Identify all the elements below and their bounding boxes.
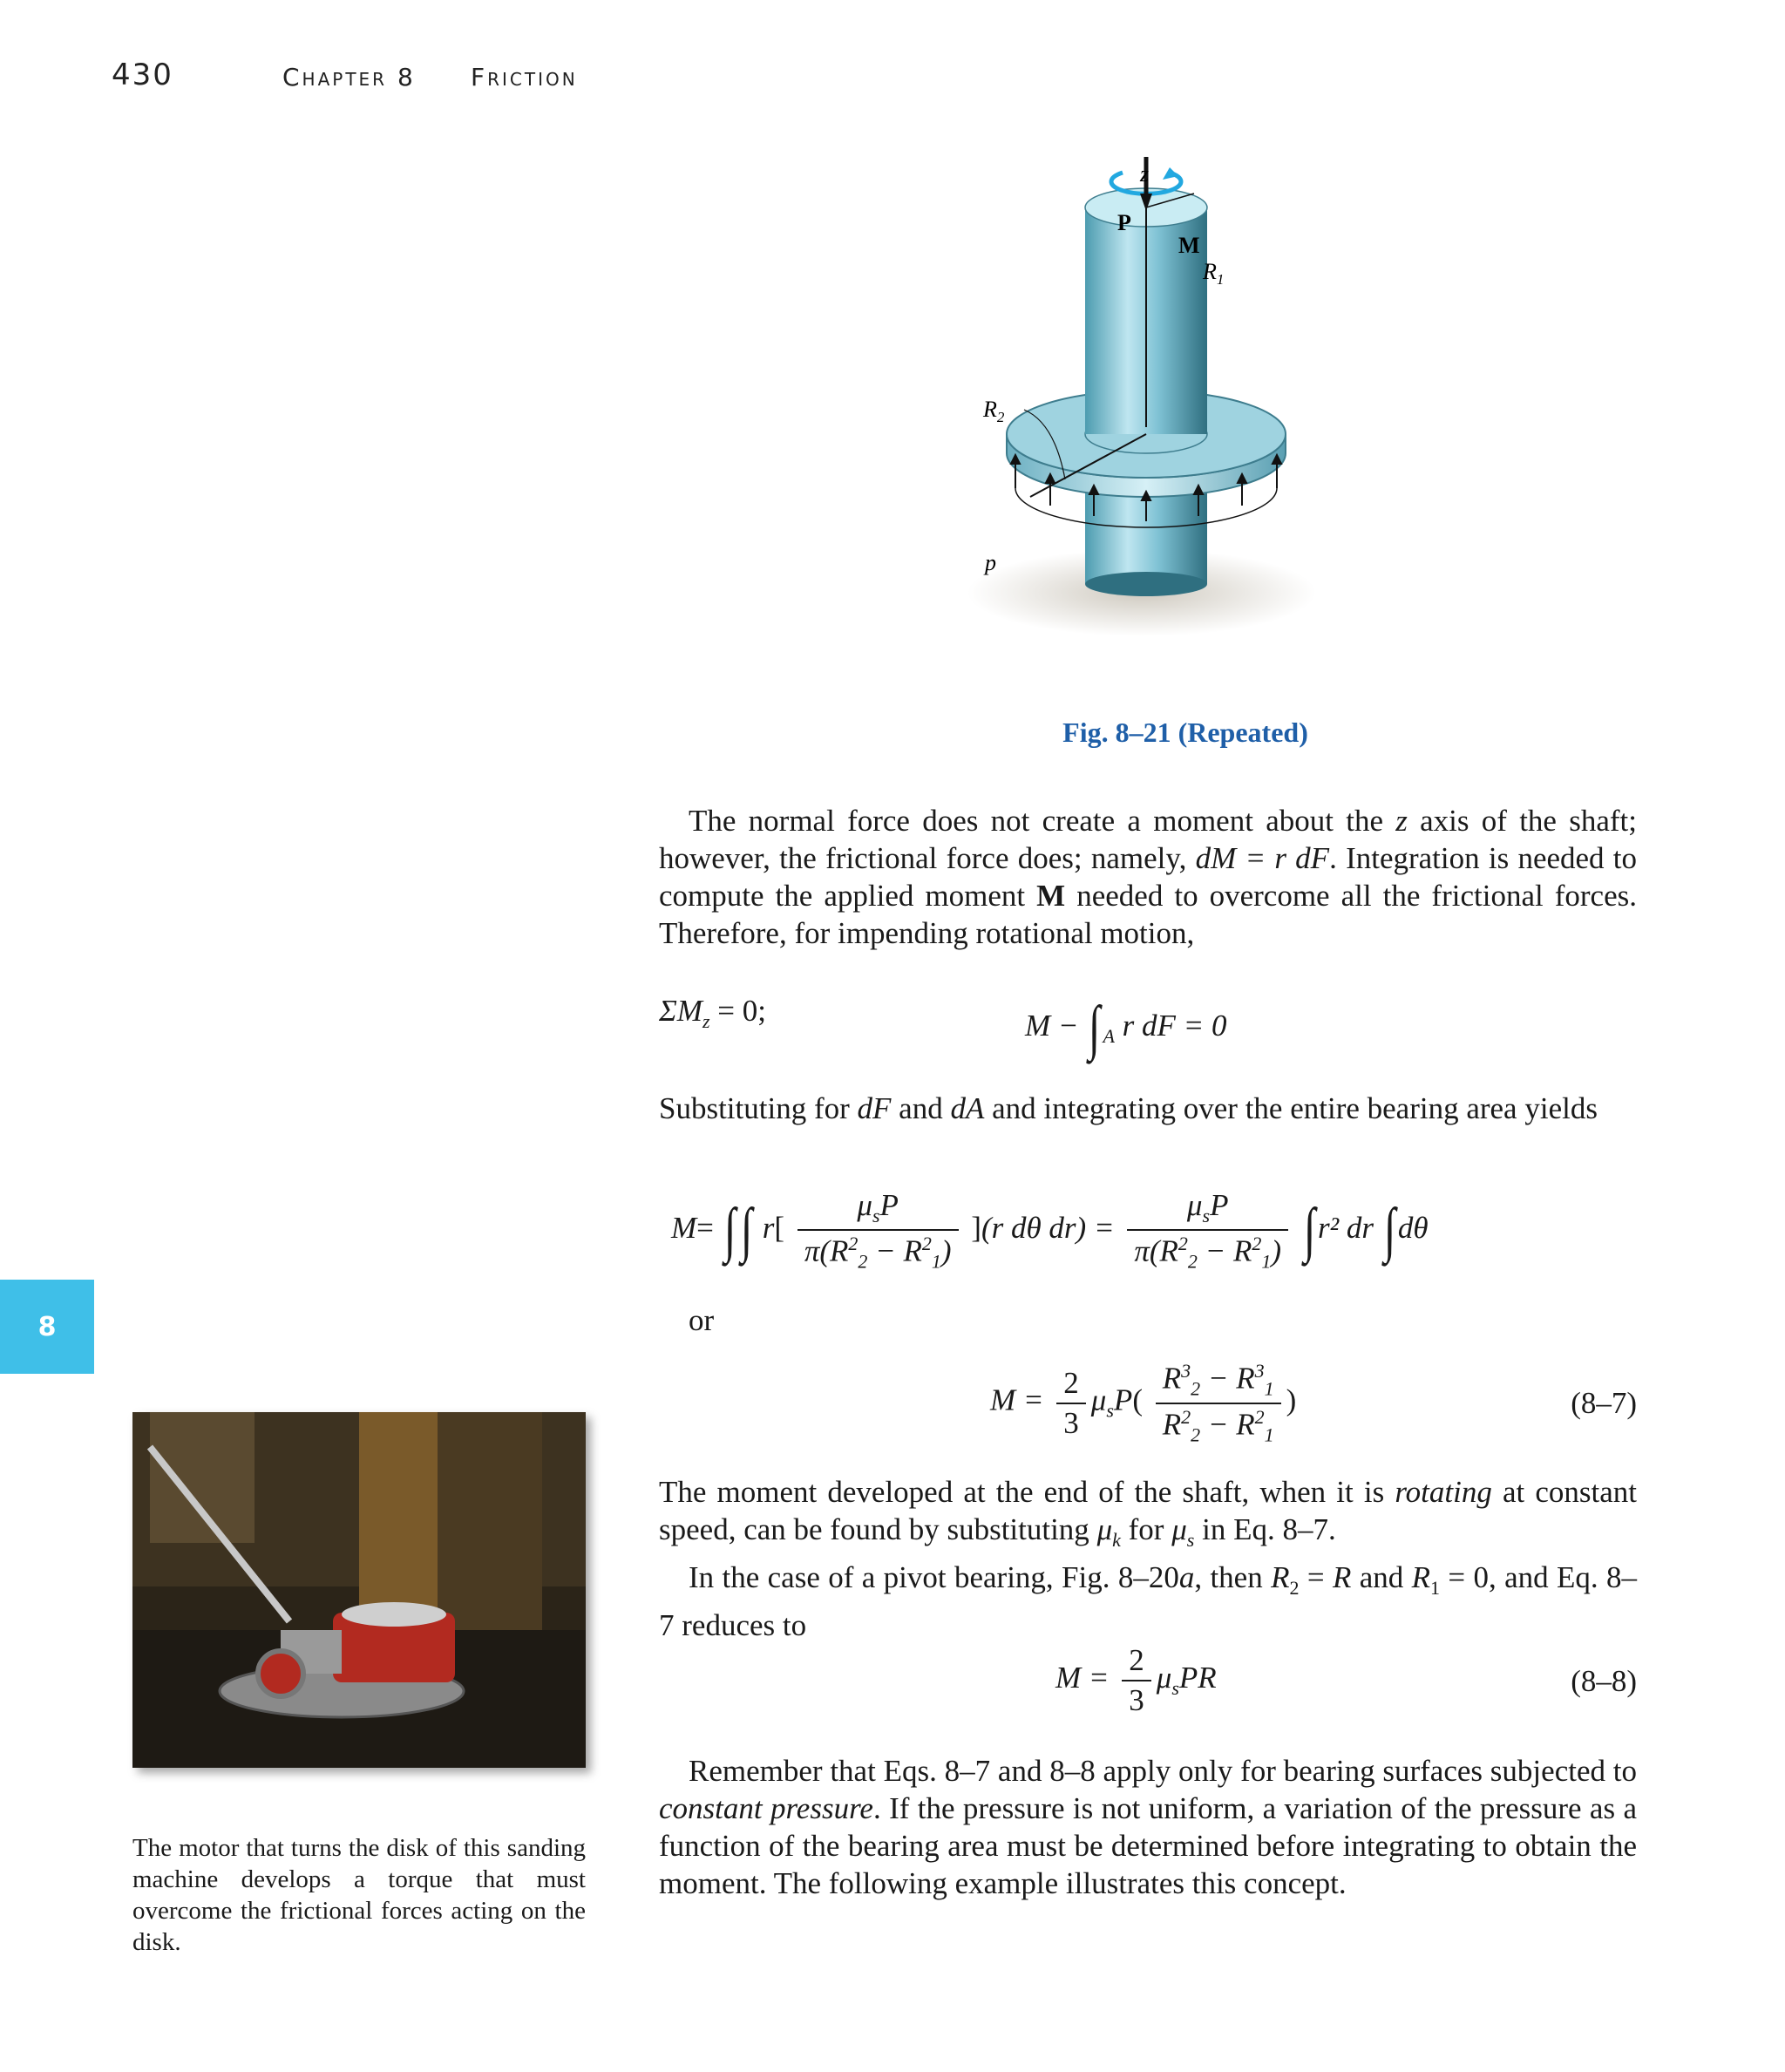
paragraph-remember: Remember that Eqs. 8–7 and 8–8 apply only for bearing surfaces subjected to constant pressure. If the pressure is not uniform, a variation of the pressure as a function of the bearing area must be determined before integrating to obtain the moment. The following example illustrates this concept. [659, 1754, 1637, 1900]
chapter-tab[interactable]: 8 [0, 1280, 94, 1374]
chapter-label: Chapter 8 [282, 63, 416, 92]
label-P: P [1117, 210, 1131, 235]
svg-text:R2: $R_2$ [983, 397, 1005, 425]
photo-caption: The motor that turns the disk of this sanding machine develops a torque that must overcome the frictional forces acting on the disk. [132, 1834, 586, 1956]
shaft-bearing-figure [933, 157, 1421, 645]
figure-caption: Fig. 8–21 (Repeated) [1062, 717, 1308, 748]
page-number: 430 [112, 58, 173, 92]
equation-number-8-7: (8–7) [1571, 1386, 1637, 1420]
label-M: M [1178, 233, 1200, 258]
label-p: p [985, 550, 996, 575]
equation-moment-sum: $\Sigma M_z = 0$; M − ∫ $_A$ r dF = 0 [659, 994, 1227, 1062]
chapter-title: Friction [471, 63, 578, 92]
equation-integral-expansion: M= ∫∫ r[ $\frac{\mu_sP}{\pi(R^2_2 - R^2_1)}$ ](r dθ dr) = $\frac{\mu_sP}{\pi(R^2_2 - R^2_1)}$ ∫r² dr ∫dθ [671, 1188, 1429, 1273]
equation-8-8: M = $\frac{2}{3}$ $\mu_sPR$ (8–8) [1055, 1643, 1637, 1717]
label-z: z [1140, 161, 1150, 187]
paragraph-substituting: Substituting for dF and dA and integrating over the entire bearing area yields [659, 1091, 1598, 1125]
paragraph-normal-force: The normal force does not create a moment about the z axis of the shaft; however, the frictional force does; namely, dM = r dF. Integration is needed to compute the applied moment M needed to overcome all the frictional forces. Therefore, for impending rotational motion, [659, 804, 1638, 950]
label-R1: R [1203, 259, 1217, 284]
label-R2: R [983, 397, 997, 422]
paragraph-rotating: The moment developed at the end of the shaft, when it is rotating at constant speed, can be found by substituting $\mu_k$ for $\mu_s$ in Eq. 8–7. In the case of a pivot bearing, Fig. 8–20a, then $R_2 = R$ and $R_1 = 0$, and Eq. 8–7 reduces to [659, 1475, 1637, 1642]
equation-number-8-8: (8–8) [1571, 1664, 1637, 1698]
equation-8-7: M = $\frac{2}{3}$ $\mu_sP$( $\frac{R^3_2 - R^3_1}{R^2_2 - R^2_1}$ ) (8–7) [990, 1360, 1637, 1446]
sanding-machine-photo [132, 1412, 586, 1768]
svg-text:R1: $R_1$ [1203, 259, 1225, 288]
